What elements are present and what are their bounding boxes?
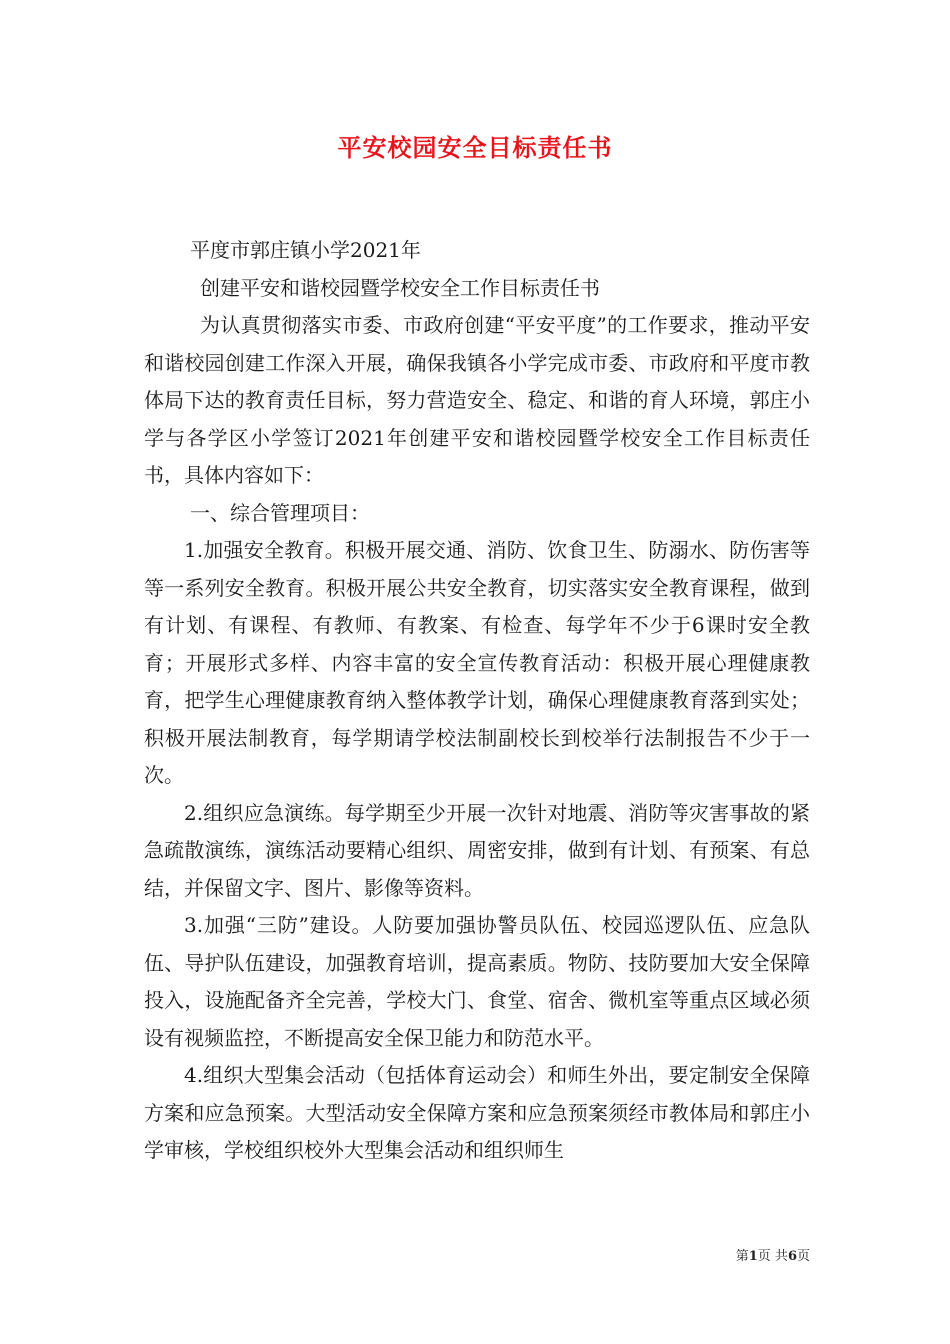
document-title: 平安校园安全目标责任书 [337, 133, 613, 162]
paragraph-subtitle: 创建平安和谐校园暨学校安全工作目标责任书 [200, 275, 600, 300]
paragraph-item-3: 3.加强“三防”建设。人防要加强协警员队伍、校园巡逻队伍、应急队伍、导护队伍建设，加强教育培训，提高素质。物防、技防要加大安全保障投入，设施配备齐全完善，学校大门、食堂、宿舍、微机室等重点区域必须设有视频监控，不断提高安全保卫能力和防范水平。 [144, 913, 810, 1050]
footer-suffix: 页 [796, 1249, 810, 1264]
paragraph-section-heading: 一、综合管理项目： [190, 500, 370, 525]
paragraph-item-1: 1.加强安全教育。积极开展交通、消防、饮食卫生、防溺水、防伤害等等一系列安全教育。积极开展公共安全教育，切实落实安全教育课程，做到有计划、有课程、有教师、有教案、有检查、每学年不少于6课时安全教育；开展形式多样、内容丰富的安全宣传教育活动：积极开展心理健康教育，把学生心理健康教育纳入整体教学计划，确保心理健康教育落到实处；积极开展法制教育，每学期请学校法制副校长到校举行法制报告不少于一次。 [144, 538, 810, 787]
footer-current-page: 1 [748, 1249, 758, 1264]
footer-middle: 页 共 [757, 1249, 788, 1264]
paragraph-school-year: 平度市郭庄镇小学2021年 [190, 238, 421, 262]
document-body [144, 232, 810, 1170]
footer-total-pages: 6 [787, 1249, 797, 1264]
page-number-footer [700, 1248, 810, 1266]
paragraph-intro: 为认真贯彻落实市委、市政府创建“平安平度”的工作要求，推动平安和谐校园创建工作深入开展，确保我镇各小学完成市委、市政府和平度市教体局下达的教育责任目标，努力营造安全、稳定、和谐的育人环境，郭庄小学与各学区小学签订2021年创建平安和谐校园暨学校安全工作目标责任书，具体内容如下： [144, 313, 810, 487]
paragraph-item-2: 2.组织应急演练。每学期至少开展一次针对地震、消防等灾害事故的紧急疏散演练，演练活动要精心组织、周密安排，做到有计划、有预案、有总结，并保留文字、图片、影像等资料。 [144, 800, 810, 900]
paragraph-item-4: 4.组织大型集会活动（包括体育运动会）和师生外出，要定制安全保障方案和应急预案。大型活动安全保障方案和应急预案须经市教体局和郭庄小学审核，学校组织校外大型集会活动和组织师生 [144, 1063, 810, 1162]
footer-prefix: 第 [735, 1249, 749, 1264]
